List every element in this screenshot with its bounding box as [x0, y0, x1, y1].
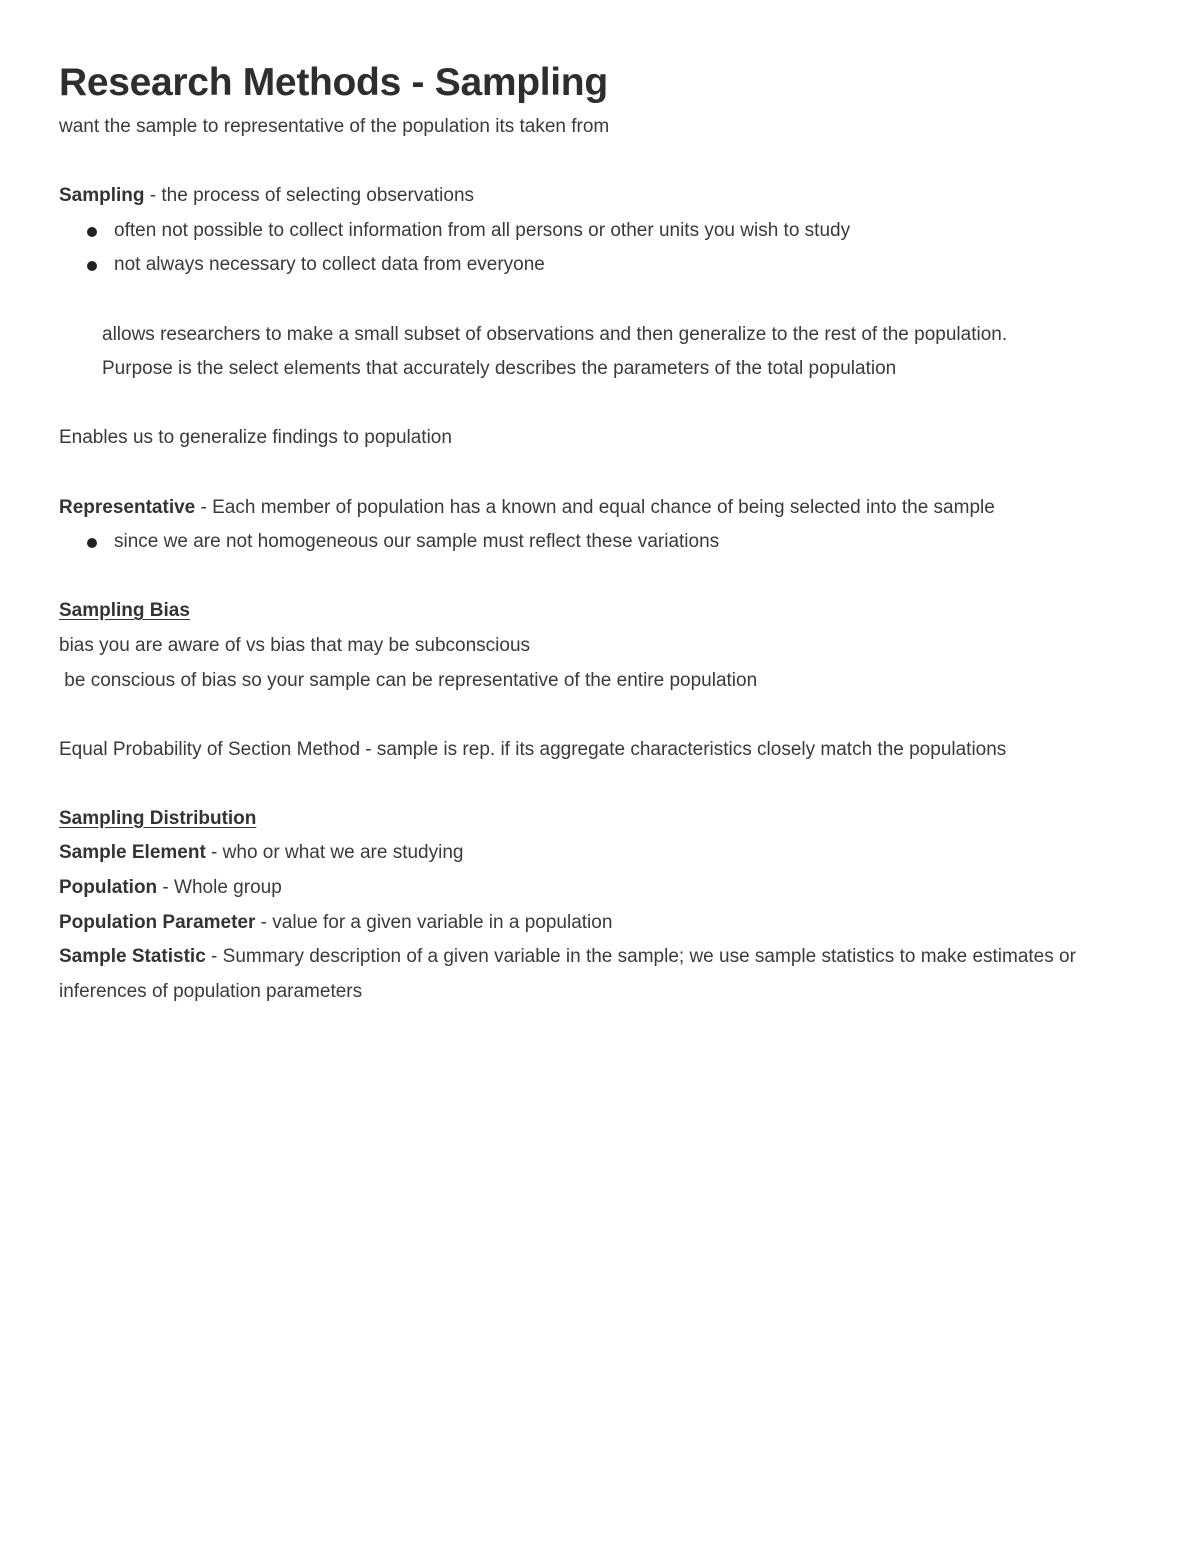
intro-line: want the sample to representative of the population its taken from: [59, 116, 610, 137]
section-heading: Sampling Bias: [59, 600, 190, 622]
list-item: [87, 214, 1139, 249]
definition-term: Sample Statistic: [59, 946, 206, 968]
bullet-text: since we are not homogeneous our sample must reflect these variations: [114, 531, 720, 553]
representative-definition-text: - Each member of population has a known and equal chance of being selected into the sample: [195, 496, 995, 518]
sampling-bias-line: be conscious of bias so your sample can be representative of the entire population: [59, 669, 758, 691]
definition-row: [59, 940, 1099, 1009]
definition-term: Population: [59, 877, 158, 899]
sampling-bias-line: bias you are aware of vs bias that may be subconscious: [59, 634, 531, 656]
sampling-distribution-heading: [59, 802, 1139, 837]
definition-row: [59, 836, 1139, 871]
page-title: Research Methods - Sampling: [59, 61, 608, 104]
sampling-definition: [59, 179, 1139, 214]
representative-bullet-list: [59, 525, 1139, 560]
spacer: [59, 387, 1139, 422]
bullet-icon: [87, 227, 97, 237]
definition-text: - value for a given variable in a population: [255, 911, 613, 933]
enables-line: Enables us to generalize findings to population: [59, 427, 452, 449]
definition-row: [59, 906, 1139, 941]
definition-term: Population Parameter: [59, 911, 256, 933]
sampling-bullet-list: [59, 214, 1139, 283]
spacer: [59, 767, 1139, 802]
section-heading: Sampling Distribution: [59, 807, 257, 829]
definition-text: - who or what we are studying: [205, 842, 464, 864]
bullet-icon: [87, 261, 97, 271]
equal-probability-paragraph: Equal Probability of Section Method - sample is rep. if its aggregate characteristics closely match the populations: [59, 738, 1007, 760]
definition-text: - Whole group: [157, 877, 282, 899]
representative-definition: [59, 491, 1139, 526]
definition-text: - Summary description of a given variable in the sample; we use sample statistics to make estimates or inferences of population parameters: [59, 946, 1076, 1002]
sampling-bias-heading: [59, 594, 1139, 629]
spacer: [59, 283, 1139, 318]
bullet-text: often not possible to collect information from all persons or other units you wish to study: [114, 219, 851, 241]
document-page: [59, 58, 1139, 1009]
indented-paragraph: Purpose is the select elements that accurately describes the parameters of the total population: [102, 358, 897, 380]
spacer: [59, 698, 1139, 733]
definition-term: Sample Element: [59, 842, 206, 864]
spacer: [59, 560, 1139, 595]
representative-term: Representative: [59, 496, 196, 518]
bullet-text: not always necessary to collect data from everyone: [114, 254, 545, 276]
spacer: [59, 456, 1139, 491]
bullet-icon: [87, 538, 97, 548]
spacer: [59, 145, 1139, 180]
sampling-term: Sampling: [59, 185, 145, 207]
list-item: [87, 525, 1139, 560]
sampling-definition-text: - the process of selecting observations: [144, 185, 475, 207]
indented-paragraph: allows researchers to make a small subset of observations and then generalize to the rest of the population.: [102, 323, 1008, 345]
list-item: [87, 248, 1139, 283]
definition-row: [59, 871, 1139, 906]
